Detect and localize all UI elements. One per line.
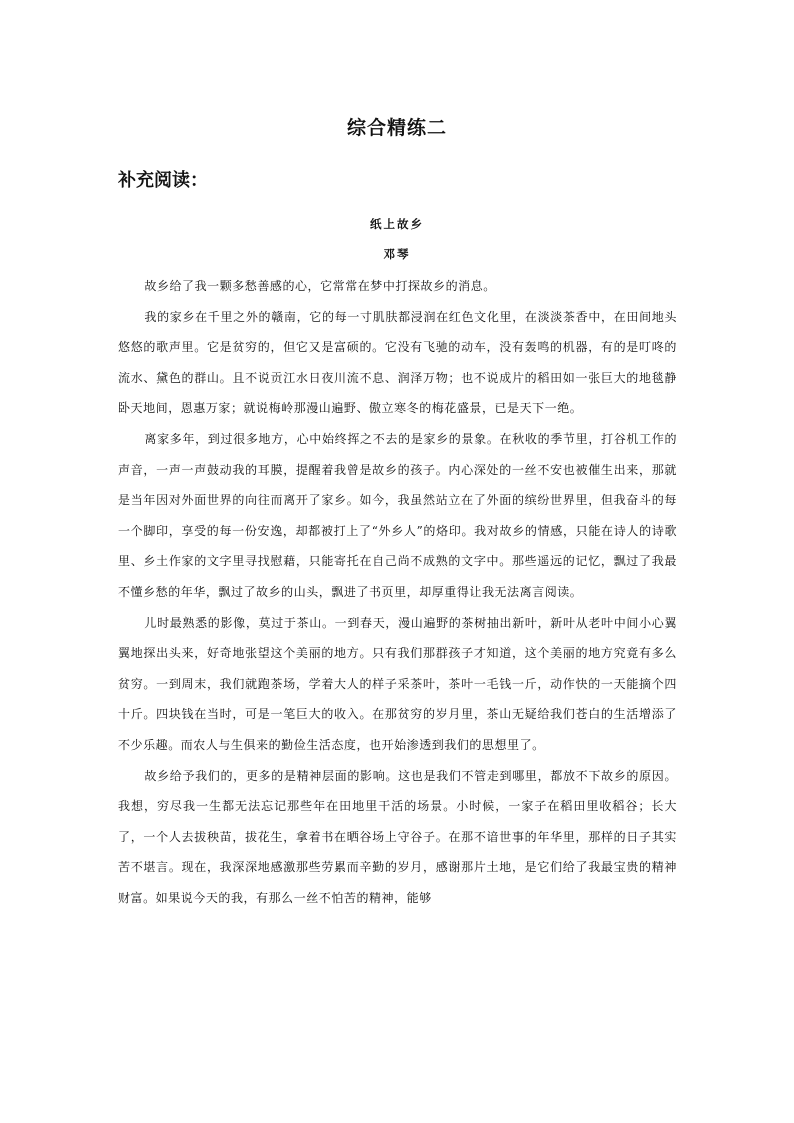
paragraph: 离家多年，到过很多地方，心中始终挥之不去的是家乡的景象。在秋收的季节里，打谷机工作的声音，一声一声鼓动我的耳膜，提醒着我曾是故乡的孩子。内心深处的一丝不安也被催生出来，那就是当年因对外面世界的向往而离开了家乡。如今，我虽然站立在了外面的缤纷世界里，但我奋斗的每一个脚印，享受的每一份安逸，却都被打上了“外乡人”的烙印。我对故乡的情感，只能在诗人的诗歌里、乡土作家的文字里寻找慰藉，只能寄托在自己尚不成熟的文字中。那些遥远的记忆，飘过了我最不懂乡愁的年华，飘过了故乡的山头，飘进了书页里，却厚重得让我无法离言阅读。 (118, 431, 677, 599)
section-heading: 补充阅读： (118, 170, 208, 191)
essay-title: 纸上故乡 (370, 217, 424, 231)
essay-author: 邓琴 (383, 247, 411, 261)
paragraph: 故乡给予我们的，更多的是精神层面的影响。这也是我们不管走到哪里，都放不下故乡的原因。我想，穷尽我一生都无法忘记那些年在田地里干活的场景。小时候，一家子在稻田里收稻谷；长大了，一个人去拔秧苗，拔花生，拿着书在晒谷场上守谷子。在那不谙世事的年华里，那样的日子其实苦不堪言。现在，我深深地感激那些劳累而辛勤的岁月，感谢那片土地，是它们给了我最宝贵的精神财富。如果说今天的我，有那么一丝不怕苦的精神，能够 (118, 768, 677, 905)
paragraph: 儿时最熟悉的影像，莫过于茶山。一到春天，漫山遍野的茶树抽出新叶，新叶从老叶中间小心翼翼地探出头来，好奇地张望这个美丽的地方。只有我们那群孩子才知道，这个美丽的地方究竟有多么贫穷。一到周末，我们就跑茶场，学着大人的样子采茶叶，茶叶一毛钱一斤，动作快的一天能摘个四十斤。四块钱在当时，可是一笔巨大的收入。在那贫穷的岁月里，茶山无疑给我们苍白的生活增添了不少乐趣。而农人与生俱来的勤俭生活态度，也开始渗透到我们的思想里了。 (118, 615, 677, 752)
page-title: 综合精练二 (346, 117, 447, 139)
paragraph: 我的家乡在千里之外的赣南，它的每一寸肌肤都浸润在红色文化里，在淡淡茶香中，在田间地头悠悠的歌声里。它是贫穷的，但它又是富硕的。它没有飞驰的动车，没有轰鸣的机器，有的是叮咚的流水、黛色的群山。且不说贡江水日夜川流不息、润泽万物；也不说成片的稻田如一张巨大的地毯静卧天地间，恩惠万家；就说梅岭那漫山遍野、傲立寒冬的梅花盛景，已是天下一绝。 (118, 309, 677, 416)
essay-body (118, 271, 677, 913)
paragraph: 故乡给了我一颗多愁善感的心，它常常在梦中打探故乡的消息。 (144, 279, 496, 293)
